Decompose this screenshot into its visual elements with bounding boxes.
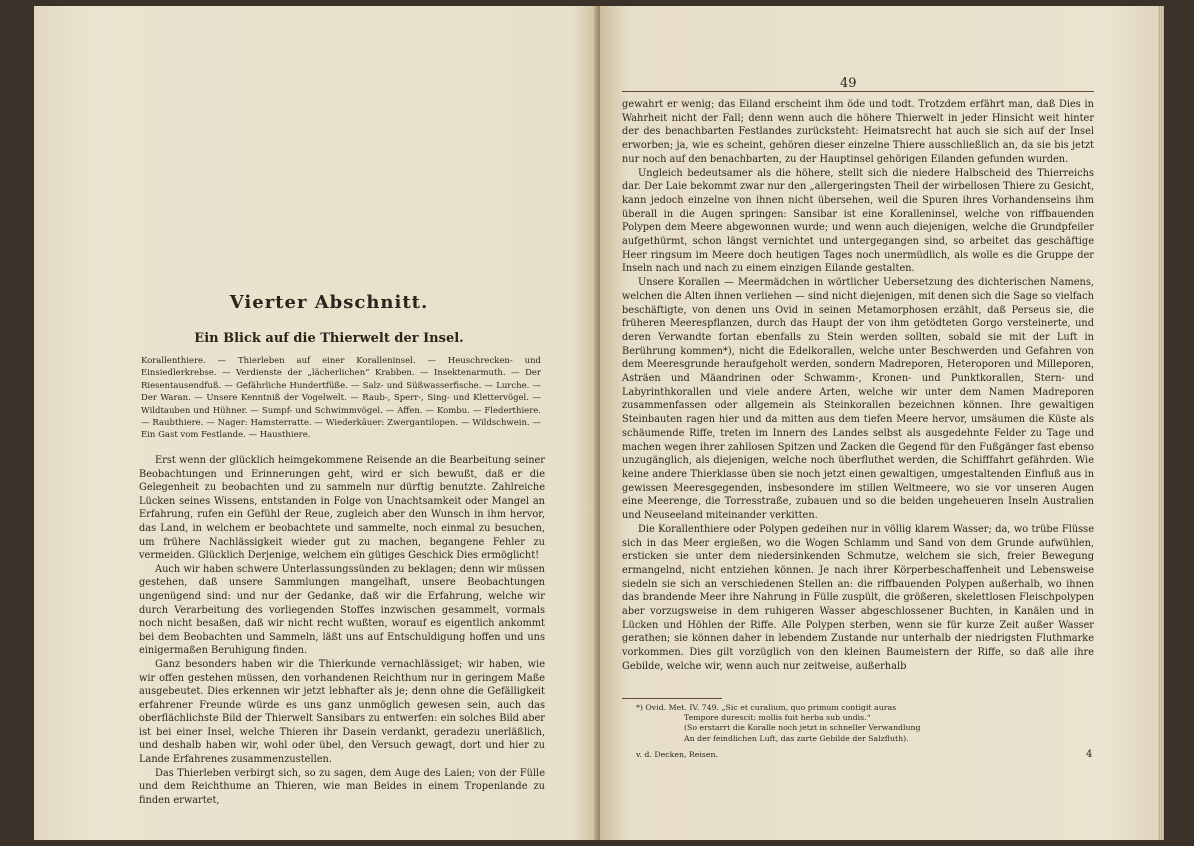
right-body-text — [622, 98, 1094, 674]
section-subtitle: Ein Blick auf die Thierwelt der Insel. — [194, 331, 464, 346]
signature-mark: 4 — [1086, 749, 1093, 760]
imprint-line: v. d. Decken, Reisen. — [636, 750, 719, 759]
paragraph: Das Thierleben verbirgt sich, so zu sagen, dem Auge des Laien; von der Fülle und dem Reichthume an Thieren, wie man Beides in einem Tropenlande zu finden erwartet, — [139, 767, 545, 806]
footnote-line: An der feindlichen Luft, das zarte Gebilde der Salzfluth). — [684, 733, 909, 743]
footnote — [636, 703, 1076, 744]
footnote-rule — [622, 698, 722, 699]
footnote-line: Tempore durescit: mollis fuit herba sub undis.“ — [684, 713, 871, 723]
chapter-summary: Korallenthiere. — Thierleben auf einer Koralleninsel. — Heuschrecken- und Einsiedlerkrebse. — Verdienste der „lächerlichen“ Krabben. — Insektenarmuth. — Der Riesentausendfuß. — Gefährliche Hundertfüße. — Salz- und Süßwasserfische. — Lurche. — Der Waran. — Unsere Kenntniß der Vogelwelt. — Raub-, Sperr-, Sing- und Klettervögel. — Wildtauben und Hühner. — Sumpf- und Schwimmvögel. — Affen. — Kombu. — Flederthiere. — Raubthiere. — Nager: Hamsterratte. — Wiederkäuer: Zwergantilopen. — Wildschwein. — Ein Gast vom Festlande. — Hausthiere. — [141, 356, 541, 441]
page-edge — [1158, 6, 1164, 840]
book-spread — [34, 6, 1164, 840]
paragraph: Die Korallenthiere oder Polypen gedeihen nur in völlig klarem Wasser; da, wo trübe Flüsse sich in das Meer ergießen, wo die Wogen Schlamm und Sand von dem Grunde aufwühlen, ersticken sie unter dem niedersinkenden Schmutze, welchem sie sich, freier Bewegung ermangelnd, nicht entziehen können. Je nach ihrer Körperbeschaffenheit und Lebensweise siedeln sie sich an verschiedenen Stellen an: die riffbauenden Polypen außerhalb, wo ihnen das brandende Meer ihre Nahrung in Fülle zuspült, die größeren, skelettlosen Fleischpolypen aber vorzugsweise in dem ruhigeren Wasser abgeschlossener Buchten, in Kanälen und in Lücken und Höhlen der Riffe. Alle Polypen sterben, wenn sie für kurze Zeit außer Wasser gerathen; sie können daher in lebendem Zustande nur unterhalb der niedrigsten Fluthmarke vorkommen. Dies gilt vorzüglich von den kleinen Baumeistern der Riffe, so daß alle ihre Gebilde, welche wir, wenn auch nur zeitweise, außerhalb — [622, 523, 1094, 672]
section-title: Vierter Abschnitt. — [229, 292, 429, 313]
paragraph: Auch wir haben schwere Unterlassungssünden zu beklagen; denn wir müssen gestehen, daß unsere Sammlungen mangelhaft, unsere Beobachtungen ungenügend sind: und nur der Gedanke, daß wir die Erfahrung, welche wir durch Verarbeitung des vorliegenden Stoffes inzwischen gesammelt, vormals noch nicht besaßen, daß wir nicht recht wußten, worauf es eigentlich ankommt bei dem Beobachten und Sammeln, läßt uns auf Entschuldigung hoffen und uns einigermaßen Beruhigung finden. — [139, 563, 545, 657]
header-rule — [622, 91, 1094, 92]
page-number: 49 — [840, 76, 857, 91]
paragraph: Erst wenn der glücklich heimgekommene Reisende an die Bearbeitung seiner Beobachtungen und Erinnerungen geht, wird er sich bewußt, daß er die Gelegenheit zu beobachten und zu sammeln nur dürftig benutzte. Zahlreiche Lücken seines Wissens, entstanden in Folge von Unachtsamkeit oder Mangel an Erfahrung, rufen ein Gefühl der Reue, zugleich aber den Wunsch in ihm hervor, das Land, in welchem er beobachtete und sammelte, noch einmal zu besuchen, um frühere Nachlässigkeit wieder gut zu machen, begangene Fehler zu vermeiden. Glücklich Derjenige, welchem ein gütiges Geschick Dies ermöglicht! — [139, 455, 545, 562]
paragraph: Ungleich bedeutsamer als die höhere, stellt sich die niedere Halbscheid des Thierreichs dar. Der Laie bekommt zwar nur den „allergeringsten Theil der wirbellosen Thiere zu Gesicht, kann jedoch einzelne von ihnen nicht übersehen, weil die Spuren ihres Vorhandenseins ihm überall in die Augen springen: Sansibar ist eine Koralleninsel, welche von riffbauenden Polypen dem Meere abgewonnen wurde; und wenn auch diejenigen, welche die Grundpfeiler aufgethürmt, schon längst vernichtet und untergegangen sind, so arbeitet das geschäftige Heer ringsum im Meere doch heutigen Tages noch unermüdlich, als wolle es die Gruppe der Inseln nach und nach zu einem einzigen Eilande gestalten. — [622, 167, 1094, 275]
paragraph: gewahrt er wenig; das Eiland erscheint ihm öde und todt. Trotzdem erfährt man, daß Dies in Wahrheit nicht der Fall; denn wenn auch die höhere Thierwelt in jeder Hinsicht weit hinter der des benachbarten Festlandes zurücksteht: Heimatsrecht hat auch sie sich auf der Insel erworben; ja, wie es scheint, gehören dieser einzelne Thiere ausschließlich an, da sie bis jetzt nur noch auf den benachbarten, zu der Hauptinsel gehörigen Eilanden gefunden wurden. — [622, 99, 1094, 165]
paragraph: Ganz besonders haben wir die Thierkunde vernachlässiget; wir haben, wie wir offen gestehen müssen, den vorhandenen Reichthum nur in geringem Maße ausgebeutet. Dies erkennen wir jetzt lebhafter als je; denn ohne die Gefälligkeit erfahrener Freunde würde es uns ganz unmöglich gewesen sein, auch das oberflächlichste Bild der Thierwelt Sansibars zu entwerfen: ein solches Bild aber ist bei einer Insel, welche Thieren ihr Dasein verdankt, geradezu unerläßlich, und deshalb haben wir, wohl oder übel, den Versuch gewagt, dort und hier zu Lande Erfahrenes zusammenzustellen. — [139, 658, 545, 766]
paragraph: Unsere Korallen — Meermädchen in wörtlicher Uebersetzung des dichterischen Namens, welchen die Alten ihnen verliehen — sind nicht diejenigen, mit denen sich die Sage so vielfach beschäftigte, von denen uns Ovid in seinen Metamorphosen erzählt, daß Perseus sie, die früheren Meerespflanzen, durch das Haupt der von ihm getödteten Gorgo versteinerte, und deren Verwandte fortan ebenfalls zu Stein werden sollten, sobald sie mit der Luft in Berührung kommen*), nicht die Edelkorallen, welche unter Beschwerden und Gefahren von dem Meeresgrunde heraufgeholt werden, sondern Madreporen, Heteroporen und Milleporen, Asträen und Mäandrinen oder Schwamm-, Kronen- und Punktkorallen, Stern- und Labyrinthkorallen und viele andere Arten, welche wir unter dem Namen Madreporen zusammenfassen oder allgemein als Steinkorallen bezeichnen können. Ihre gewaltigen Steinbauten ragen hier und da mitten aus dem tiefen Meere hervor, umsäumen die Küste als schäumende Riffe, treten im Innern des Landes selbst als ausgedehnte Felder zu Tage und machen wegen ihrer zahllosen Spitzen und Zacken die Gegend für den Fußgänger fast ebenso unzugänglich, als diejenigen, welche noch überfluthet werden, die Schifffahrt gefährden. Wie keine andere Thierklasse üben sie noch jetzt einen gewaltigen, umgestaltenden Einfluß aus in gewissen Meeresgegenden, insbesondere im stillen Weltmeere, wo sie vor unseren Augen eine Meerenge, die Torresstraße, zubauen und so die beiden ungeheueren Inseln Australien und Neuseeland miteinander verkitten. — [622, 277, 1094, 522]
left-body-text — [139, 454, 545, 807]
footnote-line: (So erstarrt die Koralle noch jetzt in schneller Verwandlung — [684, 723, 921, 733]
footnote-line: *) Ovid. Met. IV. 749. „Sic et curalium, quo primum contigit auras — [636, 703, 897, 712]
left-page — [34, 6, 600, 840]
